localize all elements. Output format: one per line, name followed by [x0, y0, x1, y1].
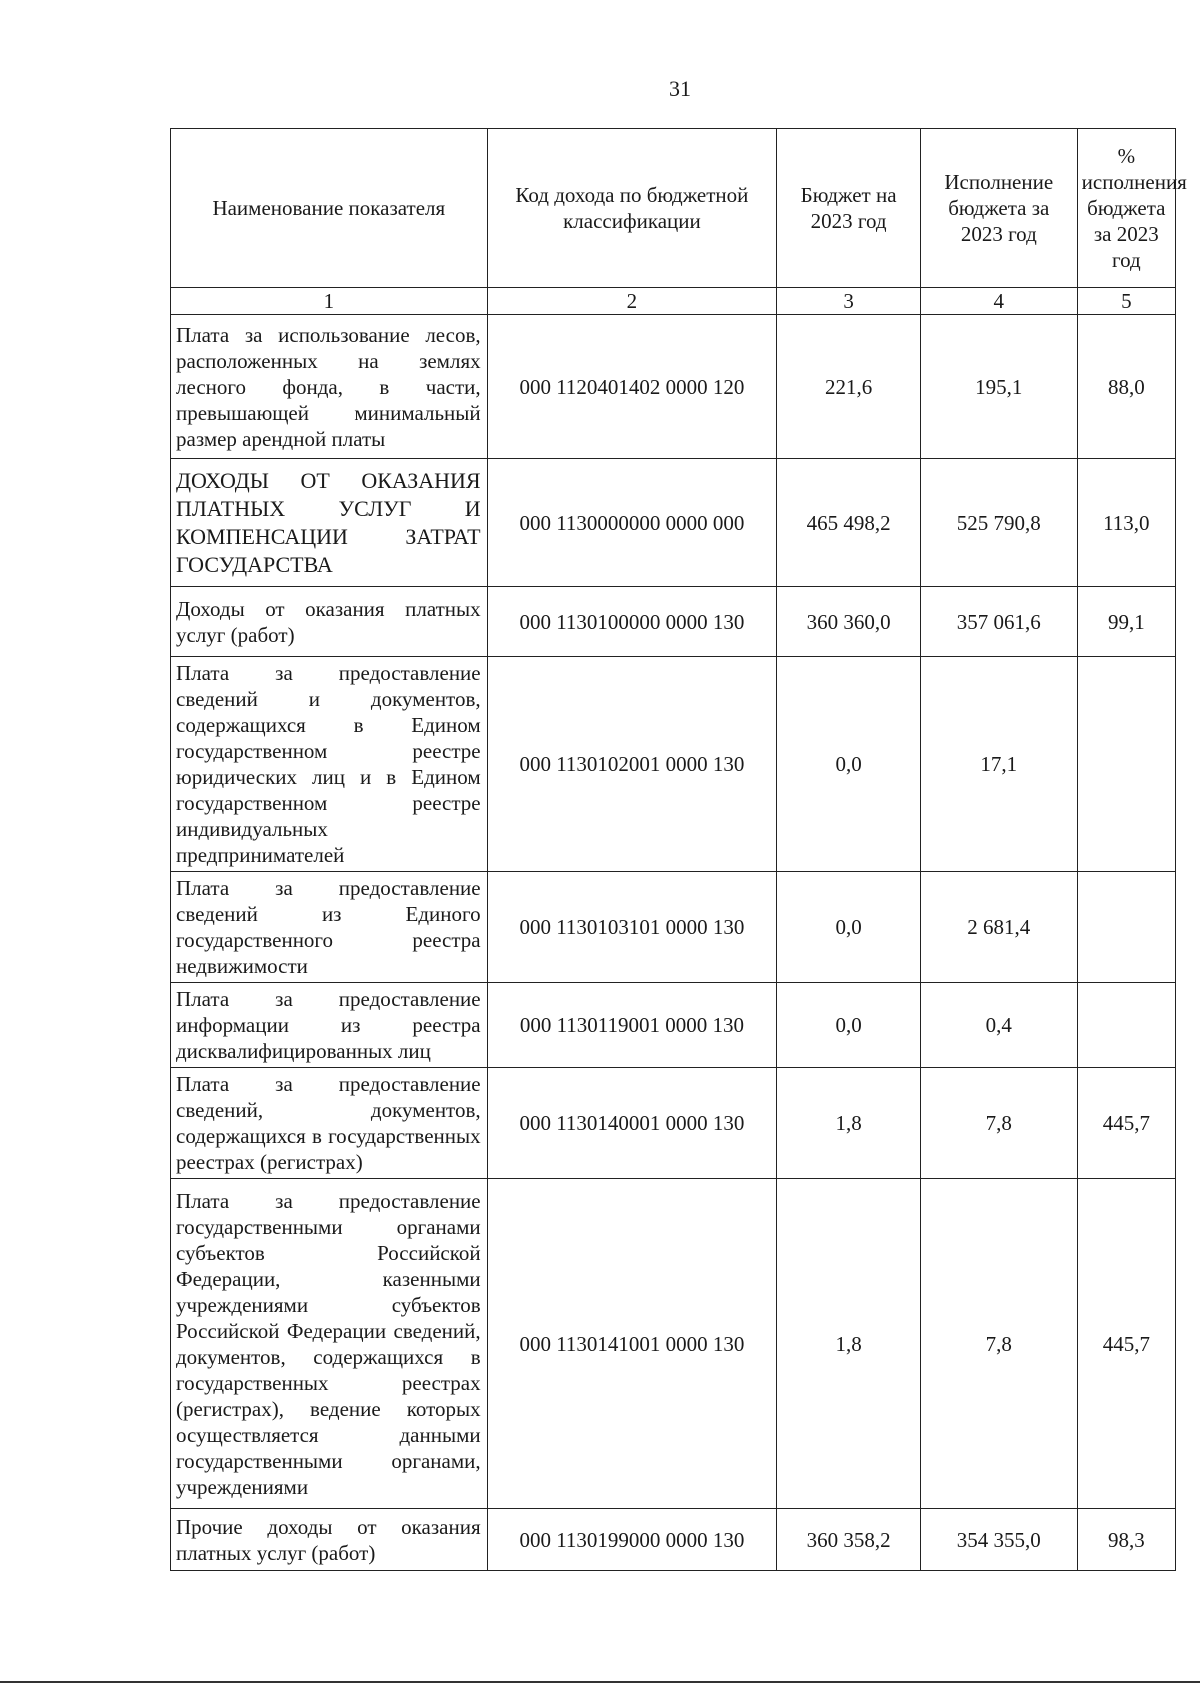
execution-value: 354 355,0 [920, 1509, 1077, 1571]
income-code: 000 1130100000 0000 130 [487, 587, 777, 657]
header-execution-2023: Исполнение бюджета за 2023 год [920, 129, 1077, 288]
income-code: 000 1130141001 0000 130 [487, 1179, 777, 1509]
budget-value: 1,8 [777, 1179, 921, 1509]
indicator-name: Плата за предоставление государственными органами субъектов Российской Федерации, казенными учреждениями субъектов Российской Федерации сведений, документов, содержащихся в государственных реестрах (регистрах), ведение которых осуществляется данными государственными органами, учреждениями [171, 1179, 488, 1509]
income-code: 000 1130102001 0000 130 [487, 657, 777, 872]
percent-value [1077, 983, 1175, 1068]
column-number: 3 [777, 288, 921, 315]
indicator-name: Плата за использование лесов, расположенных на землях лесного фонда, в части, превышающей минимальный размер арендной платы [171, 315, 488, 459]
execution-value: 525 790,8 [920, 459, 1077, 587]
percent-value: 113,0 [1077, 459, 1175, 587]
table-row [171, 657, 1176, 872]
income-code: 000 1130000000 0000 000 [487, 459, 777, 587]
percent-value [1077, 657, 1175, 872]
percent-value [1077, 872, 1175, 983]
column-number: 1 [171, 288, 488, 315]
income-code: 000 1130119001 0000 130 [487, 983, 777, 1068]
budget-value: 1,8 [777, 1068, 921, 1179]
budget-execution-table [170, 128, 1187, 1571]
column-number: 2 [487, 288, 777, 315]
execution-value: 195,1 [920, 315, 1077, 459]
header-row [171, 129, 1176, 288]
execution-value: 17,1 [920, 657, 1077, 872]
budget-value: 360 358,2 [777, 1509, 921, 1571]
table-row [171, 315, 1176, 459]
indicator-name: Плата за предоставление информации из реестра дисквалифицированных лиц [171, 983, 488, 1068]
table-row [171, 587, 1176, 657]
budget-value: 0,0 [777, 983, 921, 1068]
column-number-row [171, 288, 1176, 315]
table-row [171, 1509, 1176, 1571]
indicator-name: Плата за предоставление сведений и документов, содержащихся в Едином государственном реестре юридических лиц и в Едином государственном реестре индивидуальных предпринимателей [171, 657, 488, 872]
income-code: 000 1120401402 0000 120 [487, 315, 777, 459]
execution-value: 7,8 [920, 1068, 1077, 1179]
percent-value: 98,3 [1077, 1509, 1175, 1571]
execution-value: 0,4 [920, 983, 1077, 1068]
percent-value: 88,0 [1077, 315, 1175, 459]
header-indicator-name: Наименование показателя [171, 129, 488, 288]
execution-value: 357 061,6 [920, 587, 1077, 657]
page-number: 31 [669, 76, 691, 101]
budget-value: 465 498,2 [777, 459, 921, 587]
budget-value: 0,0 [777, 872, 921, 983]
indicator-name: Плата за предоставление сведений, документов, содержащихся в государственных реестрах (регистрах) [171, 1068, 488, 1179]
table-row [171, 983, 1176, 1068]
execution-value: 2 681,4 [920, 872, 1077, 983]
income-code: 000 1130199000 0000 130 [487, 1509, 777, 1571]
header-budget-2023: Бюджет на 2023 год [777, 129, 921, 288]
income-code: 000 1130140001 0000 130 [487, 1068, 777, 1179]
indicator-name: ДОХОДЫ ОТ ОКАЗАНИЯ ПЛАТНЫХ УСЛУГ И КОМПЕНСАЦИИ ЗАТРАТ ГОСУДАРСТВА [171, 459, 488, 587]
page-bottom-rule [0, 1681, 1200, 1683]
column-number: 5 [1077, 288, 1175, 315]
execution-value: 7,8 [920, 1179, 1077, 1509]
indicator-name: Прочие доходы от оказания платных услуг (работ) [171, 1509, 488, 1571]
income-code: 000 1130103101 0000 130 [487, 872, 777, 983]
indicator-name: Плата за предоставление сведений из Единого государственного реестра недвижимости [171, 872, 488, 983]
percent-value: 445,7 [1077, 1068, 1175, 1179]
percent-value: 445,7 [1077, 1179, 1175, 1509]
table-row [171, 872, 1176, 983]
header-income-code: Код дохода по бюджетной классификации [487, 129, 777, 288]
budget-value: 221,6 [777, 315, 921, 459]
budget-value: 360 360,0 [777, 587, 921, 657]
table-row [171, 1179, 1176, 1509]
header-execution-percent: % исполнения бюджета за 2023 год [1077, 129, 1175, 288]
table-row [171, 459, 1176, 587]
column-number: 4 [920, 288, 1077, 315]
indicator-name: Доходы от оказания платных услуг (работ) [171, 587, 488, 657]
budget-value: 0,0 [777, 657, 921, 872]
percent-value: 99,1 [1077, 587, 1175, 657]
table-row [171, 1068, 1176, 1179]
